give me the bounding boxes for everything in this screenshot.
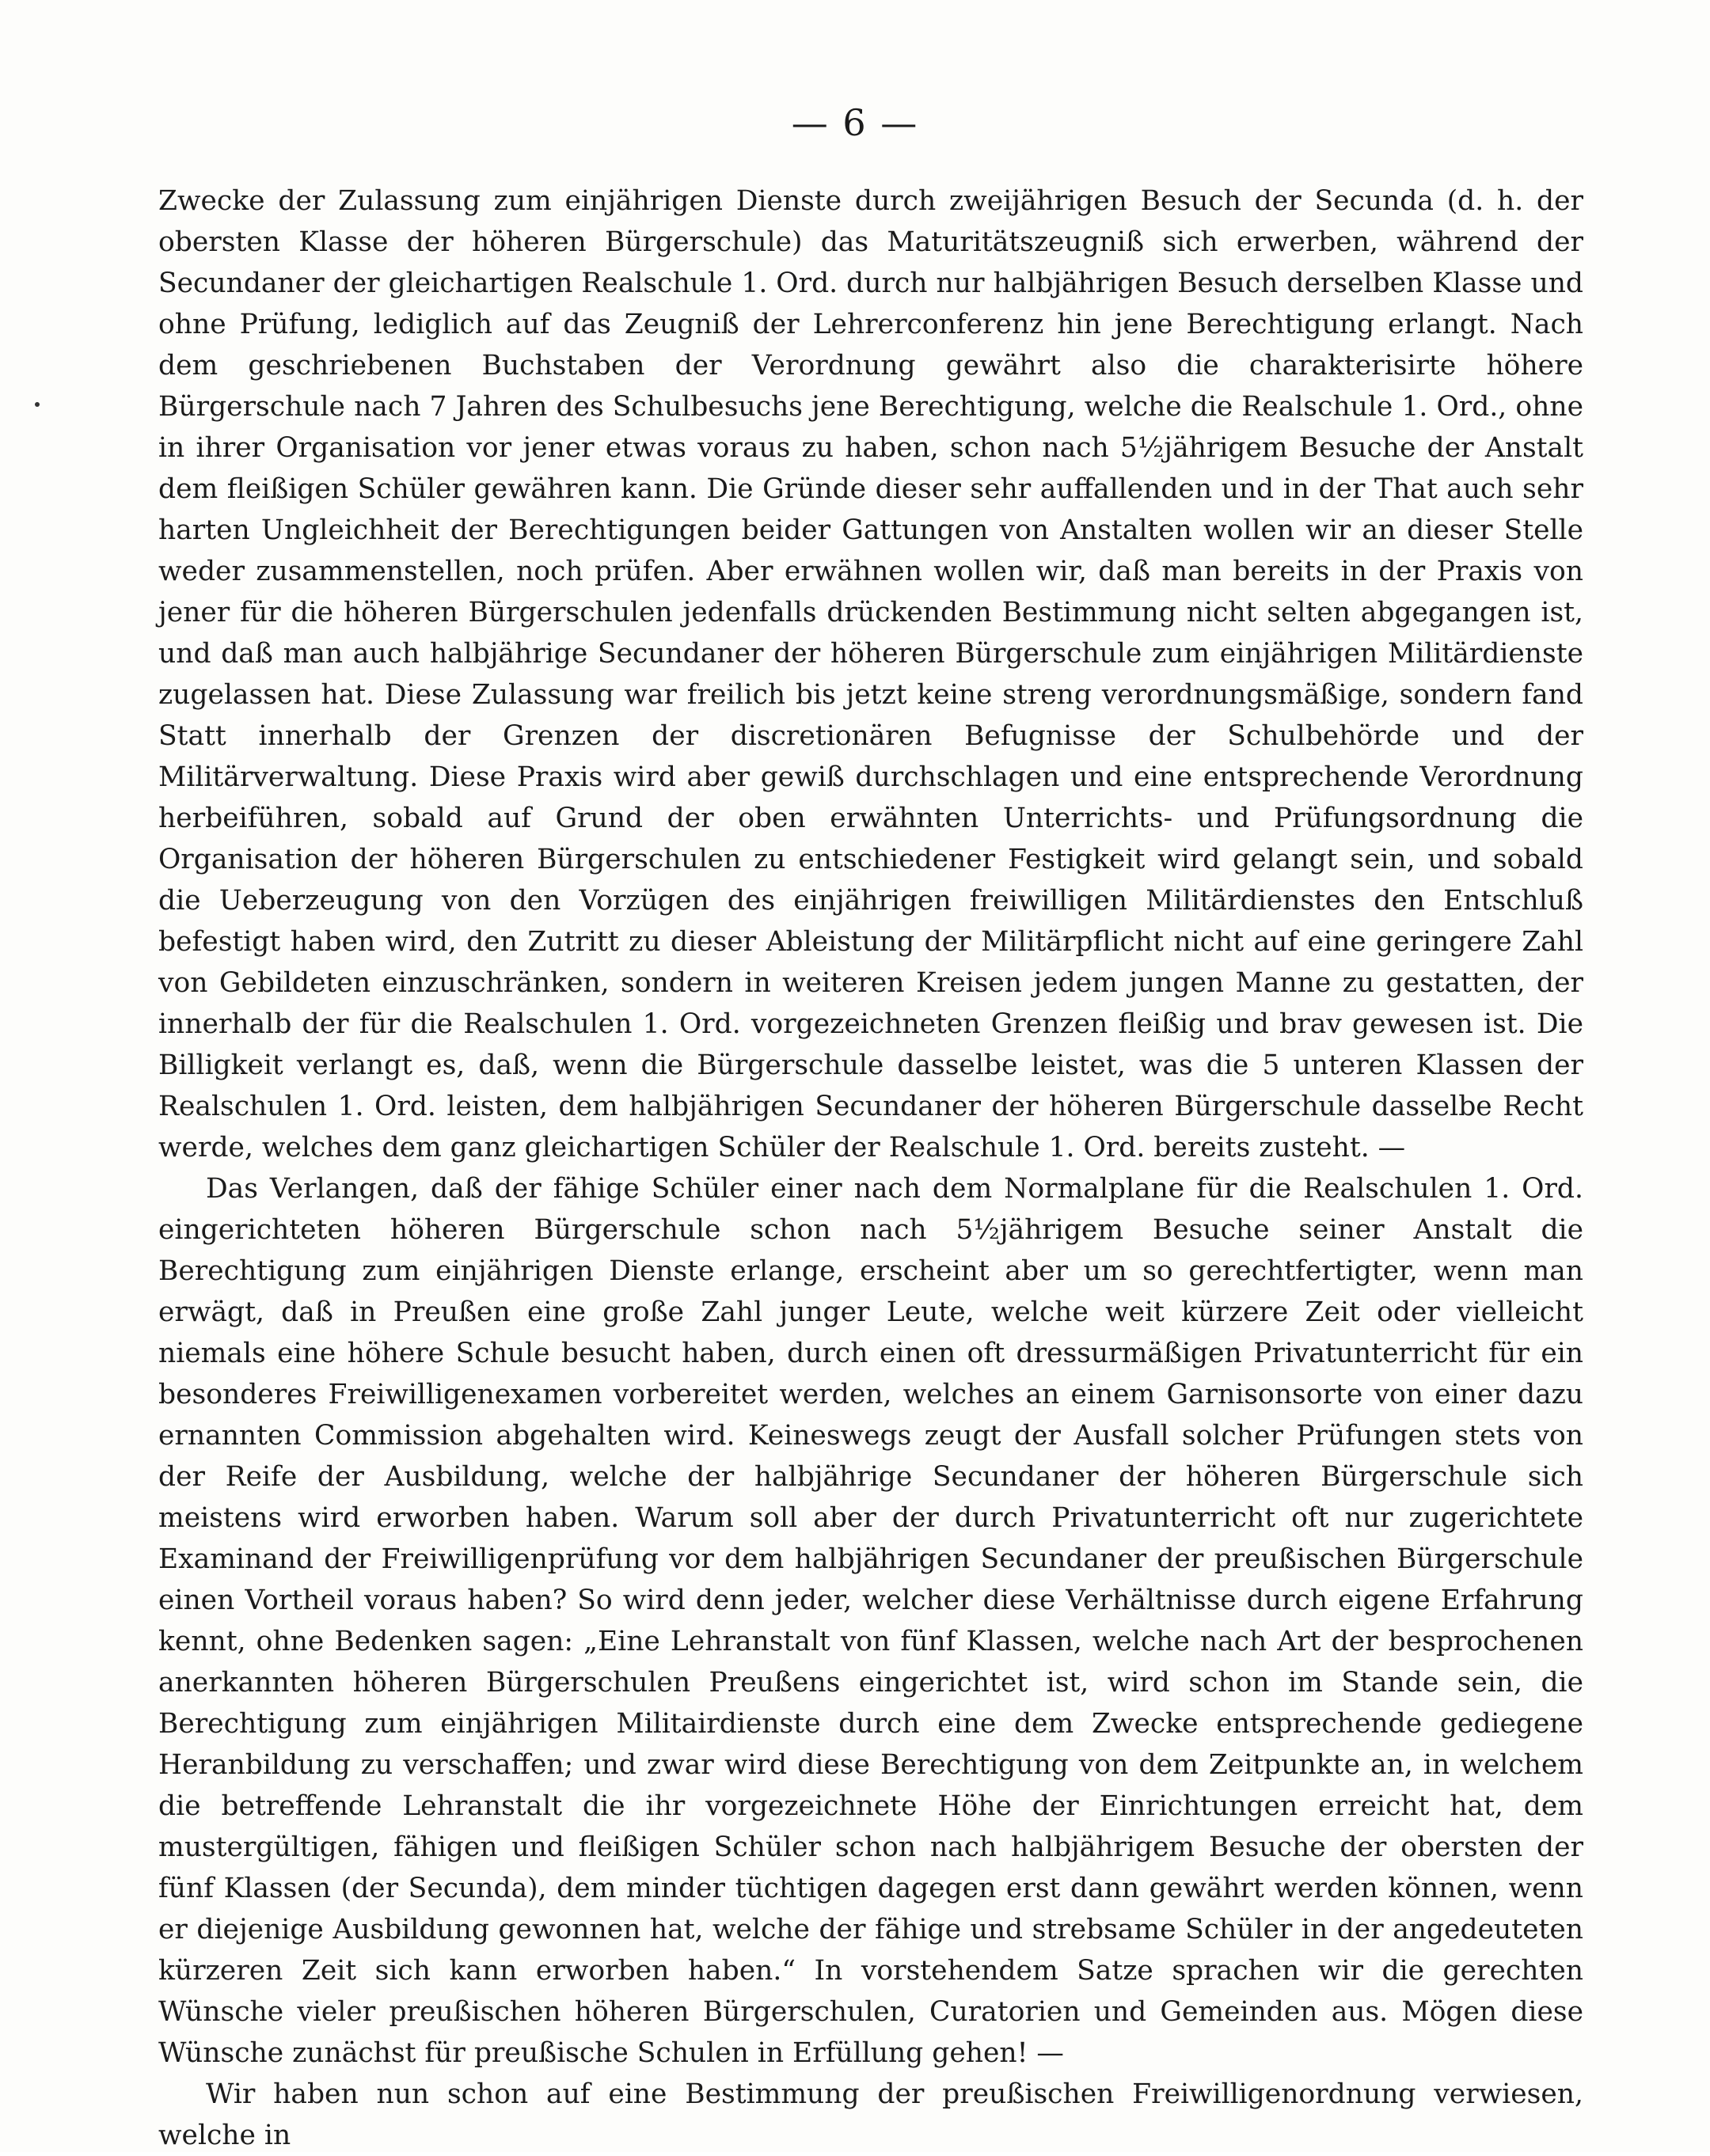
paragraph-3: Wir haben nun schon auf eine Bestimmung der preußischen Freiwilligenordnung verwiesen, welche in [158,2078,1583,2151]
margin-dot [35,402,40,407]
paragraph-2: Das Verlangen, daß der fähige Schüler einer nach dem Normalplane für die Realschulen 1. Ord. eingerichteten höheren Bürgerschule schon nach 5½jährigem Besuche seiner Anstalt die Berechtigung zum einjährigen Dienste erlange, erscheint aber um so gerechtfertigter, wenn man erwägt, daß in Preußen eine große Zahl junger Leute, welche weit kürzere Zeit oder vielleicht niemals eine höhere Schule besucht haben, durch einen oft dressurmäßigen Privatunterricht für ein besonderes Freiwilligenexamen vorbereitet werden, welches an einem Garnisonsorte von einer dazu ernannten Commission abgehalten wird. Keineswegs zeugt der Ausfall solcher Prüfungen stets von der Reife der Ausbildung, welche der halbjährige Secundaner der höheren Bürgerschule sich meistens wird erworben haben. Warum soll aber der durch Privatunterricht oft nur zugerichtete Examinand der Freiwilligenprüfung vor dem halbjährigen Secundaner der preußischen Bürgerschule einen Vortheil voraus haben? So wird denn jeder, welcher diese Verhältnisse durch eigene Erfahrung kennt, ohne Bedenken sagen: „Eine Lehranstalt von fünf Klassen, welche nach Art der besprochenen anerkannten höheren Bürgerschulen Preußens eingerichtet ist, wird schon im Stande sein, die Berechtigung zum einjährigen Militairdienste durch eine dem Zwecke entsprechende gediegene Heranbildung zu verschaffen; und zwar wird diese Berechtigung von dem Zeitpunkte an, in welchem die betreffende Lehranstalt die ihr vorgezeichnete Höhe der Einrichtungen erreicht hat, dem mustergültigen, fähigen und fleißigen Schüler schon nach halbjährigem Besuche der obersten der fünf Klassen (der Secunda), dem minder tüchtigen dagegen erst dann gewährt werden können, wenn er diejenige Ausbildung gewonnen hat, welche der fähige und strebsame Schüler in der angedeuteten kürzeren Zeit sich kann erworben haben.“ In vorstehendem Satze sprachen wir die gerechten Wünsche vieler preußischen höheren Bürgerschulen, Curatorien und Gemeinden aus. Mögen diese Wünsche zunächst für preußische Schulen in Erfüllung gehen! — [158,1173,1583,2069]
text-column [158,180,1583,2156]
paragraph-1: Zwecke der Zulassung zum einjährigen Dienste durch zweijährigen Besuch der Secunda (d. h. der obersten Klasse der höheren Bürgerschule) das Maturitätszeugniß sich erwerben, während der Secundaner der gleichartigen Realschule 1. Ord. durch nur halbjährigen Besuch derselben Klasse und ohne Prüfung, lediglich auf das Zeugniß der Lehrerconferenz hin jene Berechtigung erlangt. Nach dem geschriebenen Buchstaben der Verordnung gewährt also die charakterisirte höhere Bürgerschule nach 7 Jahren des Schulbesuchs jene Berechtigung, welche die Realschule 1. Ord., ohne in ihrer Organisation vor jener etwas voraus zu haben, schon nach 5½jährigem Besuche der Anstalt dem fleißigen Schüler gewähren kann. Die Gründe dieser sehr auffallenden und in der That auch sehr harten Ungleichheit der Berechtigungen beider Gattungen von Anstalten wollen wir an dieser Stelle weder zusammenstellen, noch prüfen. Aber erwähnen wollen wir, daß man bereits in der Praxis von jener für die höheren Bürgerschulen jedenfalls drückenden Bestimmung nicht selten abgegangen ist, und daß man auch halbjährige Secundaner der höheren Bürgerschule zum einjährigen Militärdienste zugelassen hat. Diese Zulassung war freilich bis jetzt keine streng verordnungsmäßige, sondern fand Statt innerhalb der Grenzen der discretionären Befugnisse der Schulbehörde und der Militärverwaltung. Diese Praxis wird aber gewiß durchschlagen und eine entsprechende Verordnung herbeiführen, sobald auf Grund der oben erwähnten Unterrichts- und Prüfungsordnung die Organisation der höheren Bürgerschulen zu entschiedener Festigkeit wird gelangt sein, und sobald die Ueberzeugung von den Vorzügen des einjährigen freiwilligen Militärdienstes den Entschluß befestigt haben wird, den Zutritt zu dieser Ableistung der Militärpflicht nicht auf eine geringere Zahl von Gebildeten einzuschränken, sondern in weiteren Kreisen jedem jungen Manne zu gestatten, der innerhalb der für die Realschulen 1. Ord. vorgezeichneten Grenzen fleißig und brav gewesen ist. Die Billigkeit verlangt es, daß, wenn die Bürgerschule dasselbe leistet, was die 5 unteren Klassen der Realschulen 1. Ord. leisten, dem halbjährigen Secundaner der höheren Bürgerschule dasselbe Recht werde, welches dem ganz gleichartigen Schüler der Realschule 1. Ord. bereits zusteht. — [158,185,1583,1163]
page-number: — 6 — [791,101,919,144]
